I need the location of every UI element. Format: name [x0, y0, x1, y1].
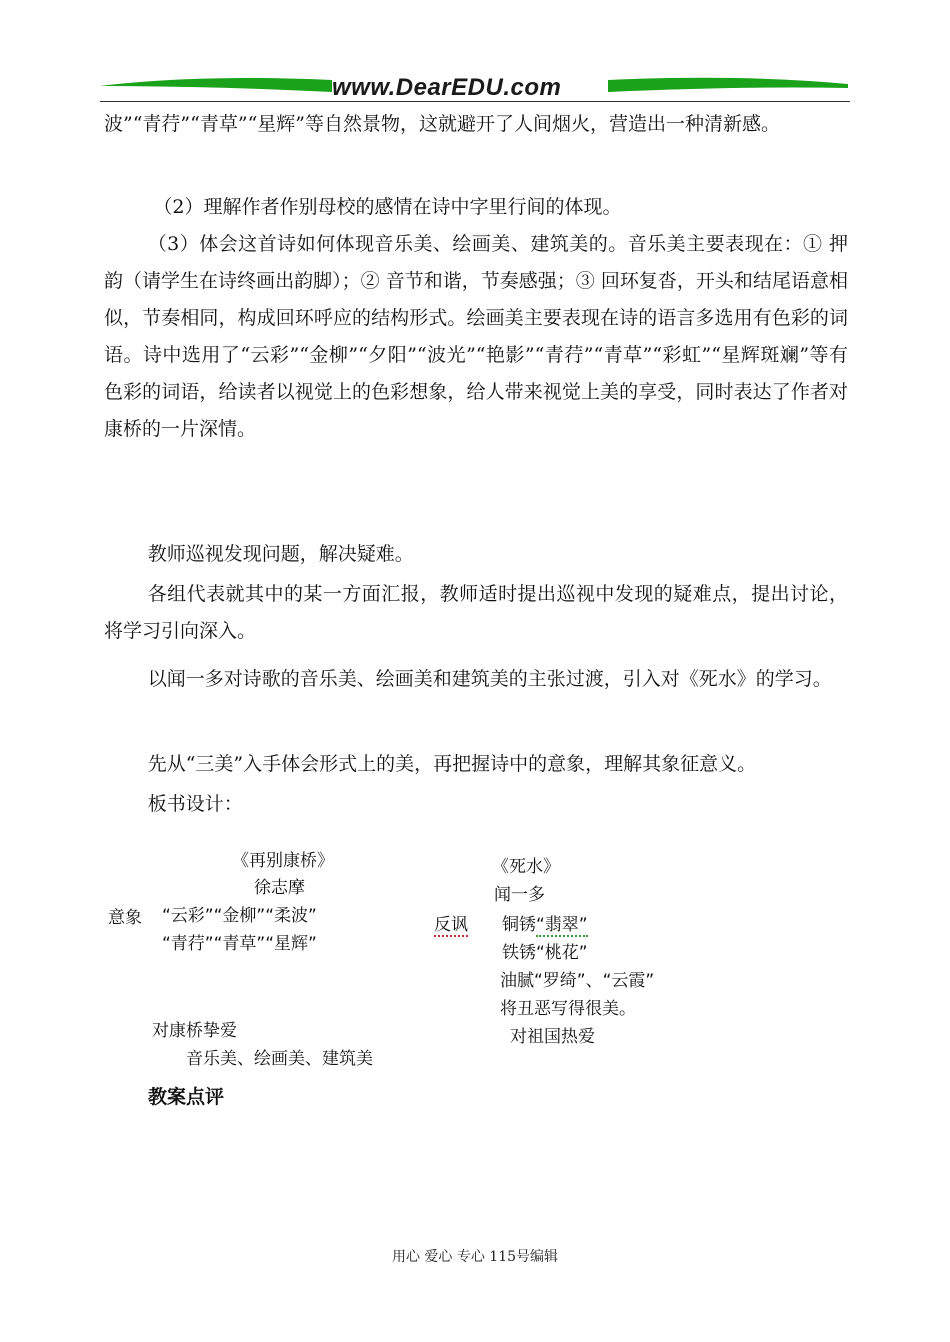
board-irony-label: 反讽: [434, 910, 468, 937]
board-right-line1-a: 铜锈: [502, 915, 536, 935]
board-left-title: 《再别康桥》: [232, 851, 334, 871]
paragraph-3: （3）体会这首诗如何体现音乐美、绘画美、建筑美的。音乐美主要表现在：① 押韵（请学生在诗终画出韵脚）；② 音节和谐，节奏感强；③ 回环复沓，开头和结尾语意相似，节奏相同，构成回环呼应的结构形式。绘画美主要表现在诗的语言多选用有色彩的词语。诗中选用了“云彩”“金柳”“夕阳”“波光”“艳影”“青荇”“青草”“彩虹”“星辉斑斓”等有色彩的词语，给读者以视觉上的色彩想象，给人带来视觉上美的享受，同时表达了作者对康桥的一片深情。: [104, 233, 848, 440]
board-right-line2: 铁锈“桃花”: [502, 943, 588, 963]
board-right-title: 《死水》: [492, 857, 560, 877]
board-right-line4: 将丑恶写得很美。: [500, 999, 636, 1019]
header-rule: [100, 101, 850, 102]
paragraph-4: 教师巡视发现问题，解决疑难。: [147, 543, 414, 565]
board-left-line1: “云彩”“金柳”“柔波”: [162, 906, 317, 926]
board-right-emotion: 对祖国热爱: [510, 1027, 595, 1047]
site-header: [100, 70, 850, 104]
paragraph-6: 以闻一多对诗歌的音乐美、绘画美和建筑美的主张过渡，引入对《死水》的学习。: [147, 668, 832, 690]
paragraph-1: 波”“青荇”“青草”“星辉”等自然景物，这就避开了人间烟火，营造出一种清新感。: [104, 113, 780, 135]
board-left-emotion: 对康桥挚爱: [152, 1021, 237, 1041]
paragraph-5: 各组代表就其中的某一方面汇报，教师适时提出巡视中发现的疑难点，提出讨论，将学习引向深入。: [104, 583, 848, 642]
paragraph-2: （2）理解作者作别母校的感情在诗中字里行间的体现。: [153, 196, 622, 218]
board-right-line1-b: “翡翠”: [536, 915, 588, 935]
board-right-line3: 油腻“罗绮”、“云霞”: [500, 971, 655, 991]
board-right-author: 闻一多: [494, 885, 545, 905]
board-imagery-label: 意象: [108, 908, 142, 928]
page-footer: 用心 爱心 专心 115号编辑: [391, 1249, 559, 1265]
board-left-beauty: 音乐美、绘画美、建筑美: [186, 1049, 373, 1069]
board-left-author: 徐志摩: [254, 878, 305, 898]
board-right-line1: [502, 910, 588, 935]
review-heading: 教案点评: [148, 1086, 225, 1108]
paragraph-8: 板书设计：: [147, 793, 243, 815]
paragraph-7: 先从“三美”入手体会形式上的美，再把握诗中的意象，理解其象征意义。: [147, 753, 757, 775]
board-left-line2: “青荇”“青草”“星辉”: [162, 934, 317, 954]
site-logo-text: www.DearEDU.com: [332, 74, 562, 101]
